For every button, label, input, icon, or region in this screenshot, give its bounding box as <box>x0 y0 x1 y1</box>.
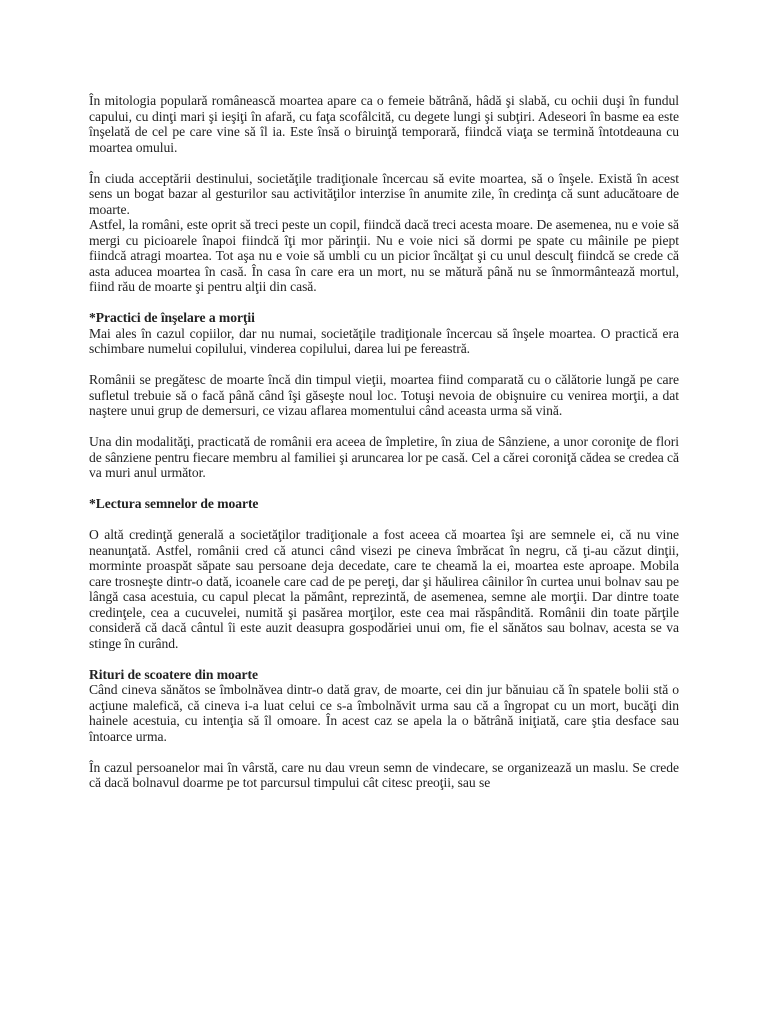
heading-rituals: Rituri de scoatere din moarte <box>89 666 258 682</box>
paragraph-prohibitions: Astfel, la români, este oprit să treci peste un copil, fiindcă dacă treci acesta moare. De asemenea, nu e voie să mergi cu picioarele înapoi fiindcă îţi mor părinţii. Nu e voie nici să dormi pe spate cu mâinile pe piept fiindcă atragi moartea. Tot aşa nu e voie să umbli cu un picior încălţat şi cu unul desculţ fiindcă se crede că asta aducea moartea în casă. În casa în care era un mort, nu se mătură până nu se înmormântează mortul, fiind rău de moarte şi pentru alţii din casă. <box>89 217 679 294</box>
paragraph-children: Mai ales în cazul copiilor, dar nu numai, societăţile tradiţionale încercau să înşele moartea. O practică era schimbare numelui copilului, vinderea copilului, darea lui pe fereastră. <box>89 325 679 356</box>
paragraph-gap <box>89 651 679 667</box>
heading-deception-practices: *Practici de înşelare a morţii <box>89 310 255 325</box>
paragraph-preparation: Românii se pregătesc de moarte încă din timpul vieţii, moartea fiind comparată cu o călătorie lungă pe care sufletul trebuie să o facă până când îşi găseşte noul loc. Totuşi nevoia de obişnuire cu venirea morţii, a dat naştere unui grup de demersuri, ce vizau aflarea momentului când aceasta urma să vină. <box>89 372 679 418</box>
paragraph-sanziene: Una din modalităţi, practicată de românii era aceea de împletire, în ziua de Sânziene, a unor coroniţe de flori de sânziene pentru fiecare membru al familiei şi aruncarea lor pe casă. Cel a cărei coroniţă cădea se credea că va muri anul următor. <box>89 434 679 480</box>
paragraph-gap <box>89 357 679 373</box>
paragraph-gap <box>89 481 679 497</box>
paragraph-gap <box>89 419 679 435</box>
paragraph-gap <box>89 295 679 311</box>
paragraph-gap <box>89 744 679 760</box>
heading-death-signs: *Lectura semnelor de moarte <box>89 496 259 511</box>
paragraph-gap <box>89 155 679 171</box>
document-body <box>89 93 679 791</box>
paragraph-acceptance: În ciuda acceptării destinului, societăţile tradiţionale încercau să evite moartea, să o înşele. Există în acest sens un bogat bazar al gesturilor sau activităţilor interzise în anumite zile, în credinţa că sunt aducătoare de moarte. <box>89 170 679 217</box>
paragraph-gap <box>89 512 679 528</box>
paragraph-signs: O altă credinţă generală a societăţilor tradiţionale a fost aceea că moartea îşi are semnele ei, că nu vine neanunţată. Astfel, românii cred că atunci când visezi pe cineva îmbrăcat în negru, că ţi-au căzut dinţii, morminte proaspăt săpate sau persoane deja decedate, care te cheamă la ei, moartea este aproape. Mobila care trosneşte dintr-o dată, icoanele care cad de pe pereţi, dar şi hăulirea câinilor în curtea unui bolnav sau pe lângă casa acestuia, cu capul plecat la pământ, reprezintă, de asemenea, semne ale morţii. Dar dintre toate credinţele, cea a cucuvelei, numită şi pasărea morţilor, este cea mai răspândită. Românii din toate părţile consideră că dacă cântul îi este auzit deasupra gospodăriei unui om, fie el sănătos sau bolnav, acesta se va stinge în curând. <box>89 527 679 651</box>
paragraph-rituals: Când cineva sănătos se îmbolnăvea dintr-o dată grav, de moarte, cei din jur bănuiau că în spatele bolii stă o acţiune malefică, că cineva i-a luat celui ce s-a îmbolnăvit urma sau că a îngropat cu un mort, bucăţi din hainele acestuia, cu intenţia să îl omoare. În acest caz se apela la o bătrână iniţiată, care ştia desface sau întoarce urma. <box>89 682 679 744</box>
paragraph-intro: În mitologia populară românească moartea apare ca o femeie bătrână, hâdă şi slabă, cu ochii duşi în fundul capului, cu dinţi mari şi ieşiţi în afară, cu faţa scofâlcită, cu degete lungi şi subţiri. Adeseori în basme ea este înşelată de cel pe care vine să îl ia. Este însă o biruinţă temporară, fiindcă viaţa se termină întotdeauna cu moartea omului. <box>89 93 679 155</box>
paragraph-maslu: În cazul persoanelor mai în vârstă, care nu dau vreun semn de vindecare, se organizează un maslu. Se crede că dacă bolnavul doarme pe tot parcursul timpului cât citesc preoţii, sau se <box>89 759 679 790</box>
